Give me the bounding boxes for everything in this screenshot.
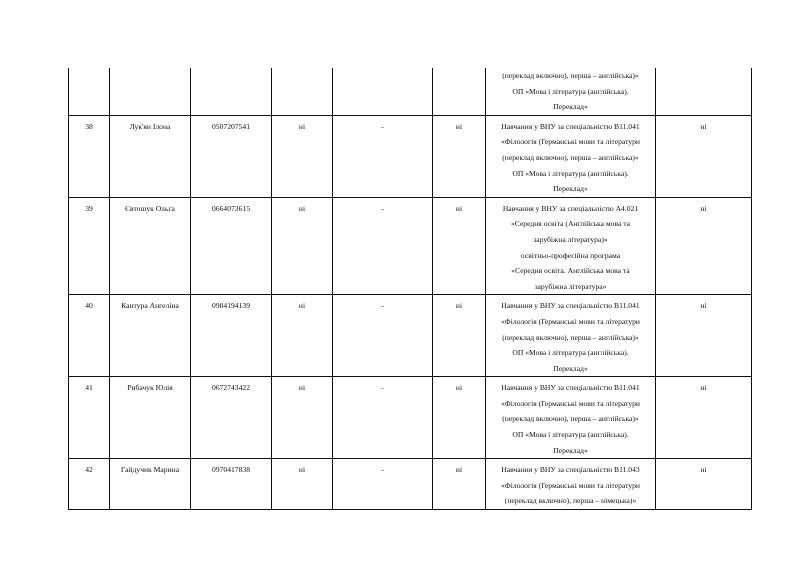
cell-col6: ні [433,377,486,459]
program-line: Переклад» [553,445,588,455]
table-row [69,377,752,459]
cell-name: Лук'ян Ілона [110,115,191,197]
cell-phone: 0672743422 [191,377,272,459]
cell-col6: ні [433,295,486,377]
cell-col4: ні [272,377,333,459]
cell-num: 42 [69,459,110,510]
program-line: «Філологія (Германські мови та літератури [501,137,640,147]
cell-program [486,459,656,510]
program-line: ОП «Мова і література (англійська). [512,168,629,178]
cell-col5: - [333,295,433,377]
program-line: ОП «Мова і література (англійська). [512,348,629,358]
cell-col6: ні [433,459,486,510]
program-line: Навчання у ВНУ за спеціальністю В11.041 [501,121,640,131]
cell-phone: 0970417838 [191,459,272,510]
table-row [69,459,752,510]
program-line: (переклад включно), перша – німецька)» [504,496,637,506]
cell-col4 [272,68,333,115]
cell-col8: ні [656,197,752,295]
program-line: (переклад включно), перша – англійська)» [502,71,639,80]
program-line: Переклад» [553,102,588,112]
cell-col5: - [333,377,433,459]
table-row [69,295,752,377]
program-line: Переклад» [553,363,588,373]
cell-program [486,197,656,295]
cell-name: Кантура Ангеліна [110,295,191,377]
program-line: Навчання у ВНУ за спеціальністю В11.043 [501,465,640,475]
cell-col6: ні [433,115,486,197]
program-line: Навчання у ВНУ за спеціальністю В11.041 [501,301,640,311]
program-line: «Філологія (Германські мови та літератури [501,398,640,408]
program-line: ОП «Мова і література (англійська). [512,430,629,440]
cell-col8: ні [656,377,752,459]
program-line: (переклад включно), перша – англійська)» [502,152,639,162]
cell-col6 [433,68,486,115]
cell-name: Рибачук Юлія [110,377,191,459]
program-line: (переклад включно), перша – англійська)» [502,414,639,424]
cell-num: 39 [69,197,110,295]
cell-num: 38 [69,115,110,197]
table-row [69,197,752,295]
cell-phone: 0507207541 [191,115,272,197]
cell-col4: ні [272,197,333,295]
cell-num: 41 [69,377,110,459]
program-line: освітньо-професійна програма [520,250,621,260]
program-line: Навчання у ВНУ за спеціальністю А4.021 [502,203,639,213]
cell-name [110,68,191,115]
cell-program [486,377,656,459]
cell-col8 [656,68,752,115]
cell-col4: ні [272,295,333,377]
table-row [69,115,752,197]
cell-col8: ні [656,459,752,510]
table-row-continued [69,68,752,115]
cell-col8: ні [656,295,752,377]
cell-program [486,295,656,377]
cell-col8: ні [656,115,752,197]
program-line: зарубіжна література)» [533,234,608,244]
program-line: Переклад» [553,184,588,194]
cell-col5 [333,68,433,115]
cell-phone [191,68,272,115]
program-line: «Середня освіта. Англійська мова та [511,266,630,276]
cell-num: 40 [69,295,110,377]
program-line: «Філологія (Германські мови та літератури [501,316,640,326]
cell-program [486,115,656,197]
program-line: «Філологія (Германські мови та літератури [501,480,640,490]
cell-num [69,68,110,115]
program-line: Навчання у ВНУ за спеціальністю В11.041 [501,383,640,393]
cell-name: Гайдучик Марина [110,459,191,510]
cell-col5: - [333,197,433,295]
cell-col4: ні [272,459,333,510]
cell-col5: - [333,459,433,510]
program-line: ОП «Мова і література (англійська). [512,86,629,96]
cell-col6: ні [433,197,486,295]
cell-phone: 0984194139 [191,295,272,377]
applicants-table [68,68,752,510]
cell-col5: - [333,115,433,197]
program-line: (переклад включно), перша – англійська)» [502,332,639,342]
cell-name: Євтошук Ольга [110,197,191,295]
cell-col4: ні [272,115,333,197]
program-line: «Середня освіта (Англійська мова та [510,219,631,229]
cell-phone: 0664073615 [191,197,272,295]
cell-program [486,68,656,115]
program-line: зарубіжна література» [534,281,607,291]
